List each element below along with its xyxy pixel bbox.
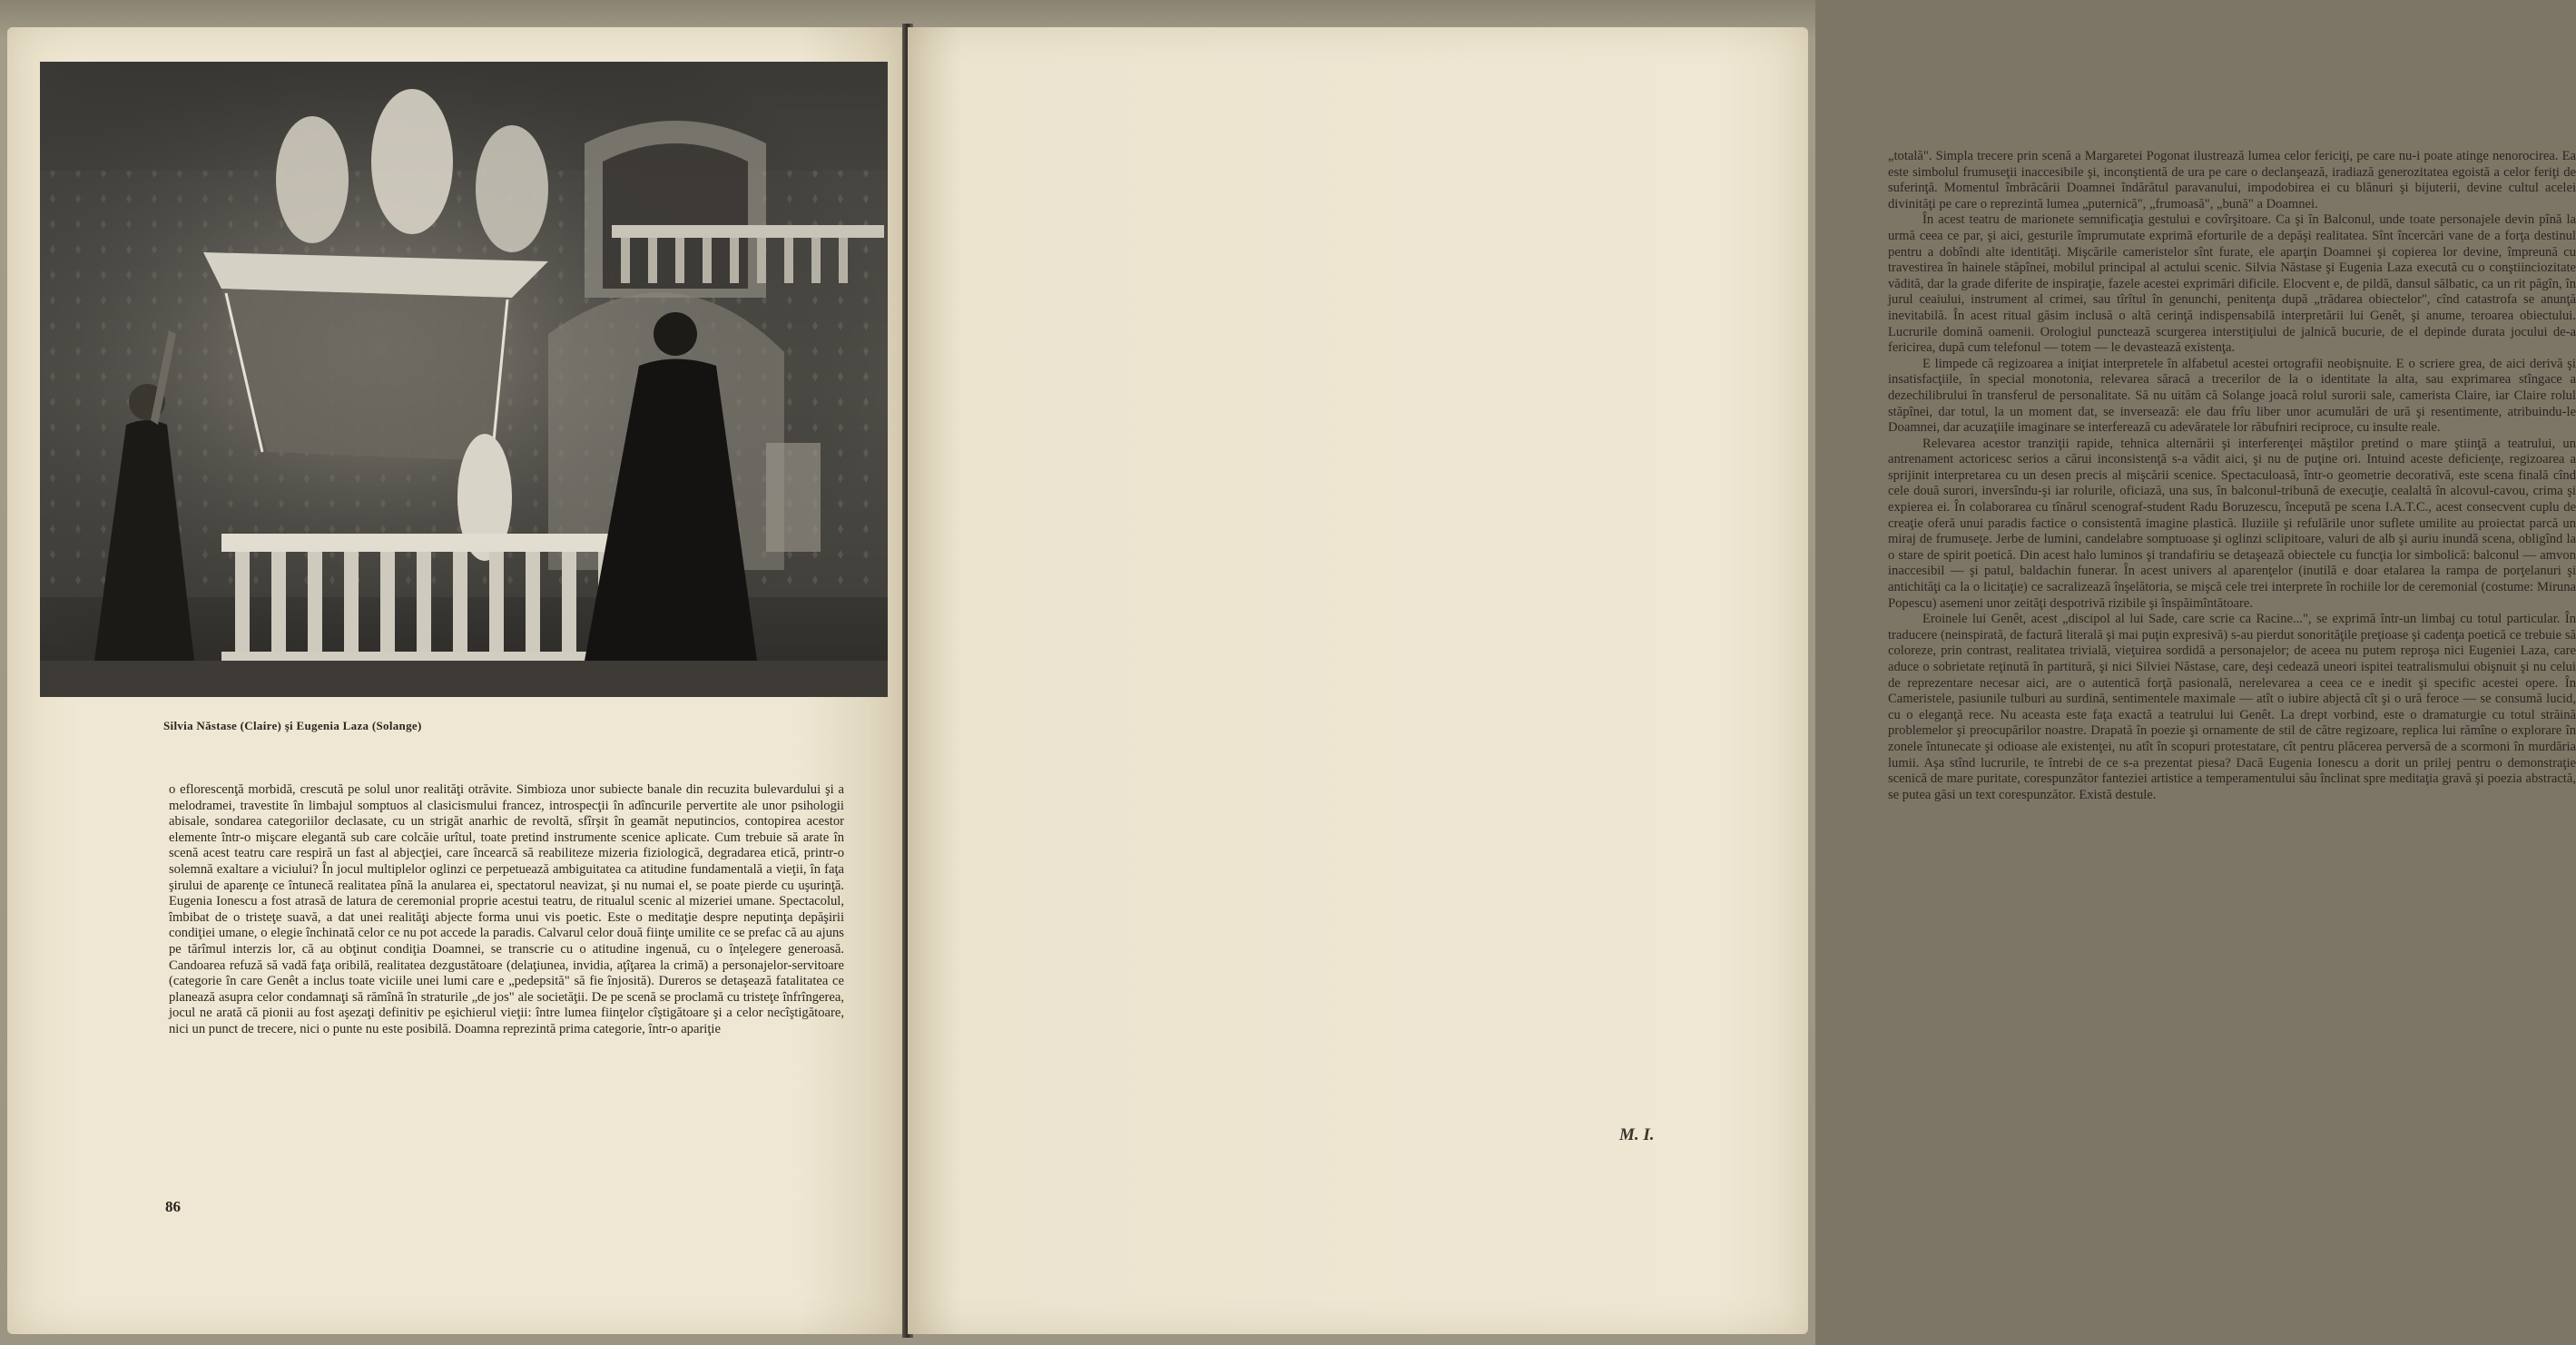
right-article-text [1888, 149, 2576, 803]
photo-caption: Silvia Năstase (Claire) şi Eugenia Laza (Solange) [163, 719, 422, 732]
left-page [7, 27, 906, 1334]
right-paragraph-2: În acest teatru de marionete semnificaţia gestului e covîrşitoare. Ca şi în Balconul, unde toate personajele devin pînă la urmă ceea ce par, şi aici, gesturile împrumutate exprimă eforturile de a depăşi realitatea. Sînt încercări vane de a forţa destinul pentru a dobîndi alte identităţi. Mişcările cameristelor sînt furate, ele aparţin Doamnei şi copierea lor devine, împreună cu travestirea în hainele stăpînei, mobilul principal al actului scenic. Silvia Năstase şi Eugenia Laza execută cu o conştiinciozitate vădită, dar la grade diferite de inspiraţie, fazele acestei exprimări dificile. Elocvent e, de pildă, dansul sălbatic, ca un rit păgîn, în jurul ceaiului, instrument al crimei, sau tîrîtul în genunchi, penitenţa după „trădarea obiectelor", cînd catastrofa se anunţă inevitabilă. În acest ritual găsim inclusă o altă cerinţă indispensabilă interpretării lui Genêt, şi anume, teroarea obiectului. Lucrurile domină oamenii. Orologiul punctează scurgerea interstiţiului de jalnică bucurie, de el depinde durata jocului de-a fericirea, după cum telefonul — totem — le devastează existenţa. [1888, 212, 2576, 356]
right-paragraph-5: Eroinele lui Genêt, acest „discipol al lui Sade, care scrie ca Racine...", se exprimă într-un limbaj cu totul particular. În traducere (neinspirată, de factură literală şi mai puţin expresivă) s-au pierdut sonorităţile preţioase şi cadenţa poetică ce trebuie să coloreze, prin contrast, realitatea trivială, vieţuirea sordidă a personajelor; de aceea nu putem reproşa nici Eugeniei Laza, care aduce o sobrietate reţinută în partitură, şi nici Silviei Năstase, care, deşi cedează uneori ispitei teatralismului obişnuit şi nu celui de reprezentare necesar aici, are o autentică forţă pasională, nerelevarea a ceea ce e inedit şi specific acestei opere. În Cameristele, pasiunile tulburi au surdină, sentimentele maximale — atît o iubire abjectă cît şi o ură feroce — se consumă lucid, cu o eleganţă rece. Nu aceasta este faţa exactă a teatrului lui Genêt. La drept vorbind, este o dramaturgie cu totul străină problemelor şi preocupărilor noastre. Drapată în poezie şi ornamente de stil de către regizoare, replica lui rămîne o explorare în zonele întunecate şi odioase ale existenţei, nu atît în scopuri protestatare, cît pentru plăcerea perversă de a scormoni în murdăria lumii. Aşa stînd lucrurile, te întrebi de ce s-a prezentat piesa? Dacă Eugenia Ionescu a dorit un prilej pentru o demonstraţie scenică de mare puritate, corespunzător fanteziei artistice a temperamentului său înclinat spre meditaţia gravă şi poezia abstractă, se putea găsi un text corespunzător. Există destule. [1888, 612, 2576, 802]
page-number: 86 [165, 1198, 181, 1215]
right-page [908, 27, 2576, 1334]
left-paragraph: o eflorescenţă morbidă, crescută pe solul unor realităţi otrăvite. Simbioza unor subiecte banale din recuzita bulevardului şi a melodramei, travestite în limbajul somptuos al clasicismului francez, introspecţii în adîncurile pervertite ale unor psihologii abisale, sondarea categoriilor declasate, cu un strigăt anarhic de revoltă, sfîrşit în geamăt neputincios, contopirea acestor elemente într-o mişcare elegantă sub care colcăie urîtul, toate pretind instrumente scenice aplicate. Cum trebuie să arate în scenă acest teatru care respiră un fast al abjecţiei, care încearcă să reabiliteze mizeria fiziologică, degradarea etică, printr-o solemnă exaltare a viciului? În jocul multiplelor oglinzi ce perpetuează ambiguitatea ca atitudine fundamentală a vieţii, în faţa şirului de aparenţe ce întunecă realitatea pînă la anularea ei, spectatorul neavizat, şi nu numai el, se poate pierde cu uşurinţă. Eugenia Ionescu a fost atrasă de latura de ceremonial proprie acestui teatru, de ritualul scenic al mizeriei umane. Spectacolul, îmbibat de o tristeţe suavă, a dat unei realităţi abjecte forma unui vis poetic. Este o meditaţie despre neputinţa depăşirii condiţiei umane, o elegie închinată celor ce nu pot accede la paradis. Calvarul celor două fiinţe umilite ce se prefac că au ajuns pe tărîmul interzis lor, că au obţinut condiţia Doamnei, se transcrie cu o atitudine ingenuă, cu o înţelegere generoasă. Candoarea refuză să vadă faţa oribilă, realitatea dezgustătoare (delaţiunea, invidia, aţîţarea la crimă) a personajelor-servitoare (categorie în care Genêt a inclus toate viciile unei lumi care e „pedepsită" să fie înjosită). Dureros se detaşează fatalitatea ce planează asupra celor condamnaţi să rămînă în straturile „de jos" ale societăţii. De pe scenă se proclamă cu tristeţe înfrîngerea, jocul ne arată că pionii au fost aşezaţi definitiv pe eşichierul vieţii: între lumea fiinţelor cîştigătoare şi a celor necîştigătoare, nici un punct de trecere, nici o punte nu este posibilă. Doamna reprezintă prima categorie, într-o apariţie [169, 782, 844, 1036]
right-paragraph-1: „totală". Simpla trecere prin scenă a Margaretei Pogonat ilustrează lumea celor fericiţi, pe care nu-i poate atinge nenorocirea. Ea este simbolul frumuseţii inaccesibile şi, inconştientă de ura pe care o declanşează, iradiază generozitatea egoistă a celor feriţi de suferinţă. Momentul îmbrăcării Doamnei îndărătul paravanului, impodobirea ei cu blănuri şi bijuterii, devine cultul acelei divinităţi pe care o reprezintă lumea „puternică", „frumoasă", „bună" a Doamnei. [1888, 149, 2576, 211]
right-paragraph-3: E limpede că regizoarea a iniţiat interpretele în alfabetul acestei ortografii neobişnuite. E o scriere grea, de aici derivă şi insatisfacţiile, în special monotonia, relevarea săracă a trecerilor de la o identitate la alta, sau exprimarea stîngace a dezechilibrului în transferul de personalitate. Să nu uităm că Solange joacă rolul surorii sale, camerista Claire, iar Claire rolul stăpînei, dar totul, la un moment dat, se inversează: ele dau frîu liber unor acumulări de ură şi resentimente, atribuindu-le Doamnei, dar acuzaţiile imaginare se interferează cu adevăratele lor răbufniri reciproce, cu insulte reale. [1888, 356, 2576, 436]
left-article-text [169, 782, 844, 1038]
author-signature: M. I. [1619, 1125, 1655, 1144]
right-paragraph-4: Relevarea acestor tranziţii rapide, tehnica alternării şi interferenţei măştilor pretind o mare ştiinţă a teatrului, un antrenament actoricesc serios a cărui inconsistenţă s-a vădit aici, şi nu de puţine ori. Intuind aceste deficienţe, regizoarea a sprijinit interpretarea cu un desen precis al mişcării scenice. Spectaculoasă, într-o geometrie decorativă, este scena finală cînd cele două surori, inversîndu-şi iar rolurile, oficiază, una sus, în balconul-tribună de execuţie, cealaltă în alcovul-cavou, crima şi expierea ei. În colaborarea cu tînărul scenograf-student Radu Boruzescu, începută pe scena I.A.T.C., acest consecvent cuplu de creaţie oferă unui paradis factice o consistentă imagine plastică. Iluziile şi refulările unor suflete umilite au proiectat parcă un miraj de frumuseţe. Jerbe de lumini, candelabre somptuoase şi oglinzi sclipitoare, valuri de alb şi auriu inundă scena, obligînd la o stare de spirit poetică. Din acest halo luminos şi trandafiriu se detaşează obiectele cu funcţia lor simbolică: balconul — amvon inaccesibil — şi patul, baldachin funerar. În acest univers al aparenţelor (inutilă e doar etalarea la rampa de porţelanuri şi antichităţi ca la o licitaţie) ce sacralizează înşelătoria, se mişcă cele trei interprete în rochiile lor de ceremonial (costume: Miruna Popescu) asemeni unor zeităţi despotrivă rizibile şi înspăimîntătoare. [1888, 436, 2576, 611]
stage-photo [40, 62, 888, 697]
stage-photo-illustration [40, 62, 888, 697]
